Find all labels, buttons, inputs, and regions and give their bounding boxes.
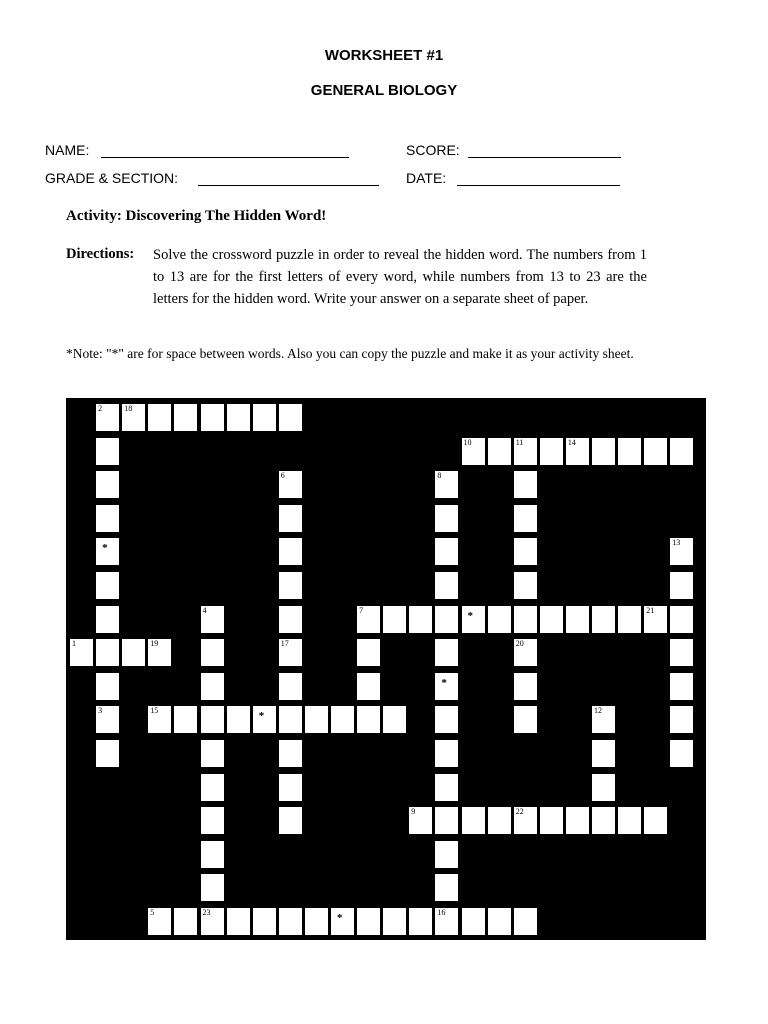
crossword-cell[interactable] — [279, 572, 302, 599]
name-line[interactable] — [101, 157, 349, 158]
crossword-cell[interactable] — [201, 706, 224, 733]
clue-number: 6 — [280, 471, 285, 481]
clue-number: 4 — [202, 605, 207, 615]
crossword-cell[interactable] — [279, 706, 302, 733]
clue-number: 8 — [437, 471, 442, 481]
crossword-cell[interactable] — [435, 505, 458, 532]
crossword-cell[interactable] — [618, 606, 641, 633]
crossword-cell[interactable] — [462, 908, 485, 935]
crossword-cell[interactable] — [514, 471, 537, 498]
space-marker: * — [441, 676, 447, 689]
crossword-cell[interactable] — [96, 572, 119, 599]
crossword-cell[interactable] — [514, 706, 537, 733]
crossword-cell[interactable] — [592, 706, 615, 733]
crossword-cell[interactable] — [357, 606, 380, 633]
crossword-cell[interactable] — [644, 606, 667, 633]
crossword-cell[interactable] — [279, 505, 302, 532]
clue-number: 20 — [515, 639, 524, 649]
crossword-cell[interactable] — [514, 538, 537, 565]
crossword-cell[interactable] — [435, 774, 458, 801]
clue-number: 17 — [280, 639, 289, 649]
clue-number: 1 — [72, 639, 76, 649]
crossword-cell[interactable] — [305, 706, 328, 733]
crossword-cell[interactable] — [670, 706, 693, 733]
clue-number: 2 — [98, 404, 103, 413]
crossword-cell[interactable] — [148, 908, 171, 935]
space-marker: * — [337, 912, 343, 924]
crossword-cell[interactable] — [644, 807, 667, 834]
crossword-cell[interactable] — [435, 572, 458, 599]
space-marker: * — [102, 542, 108, 555]
crossword-cell[interactable] — [488, 606, 511, 633]
activity-title: Activity: Discovering The Hidden Word! — [66, 208, 327, 224]
crossword-cell[interactable] — [279, 471, 302, 498]
crossword-cell[interactable] — [253, 706, 276, 733]
crossword-cell[interactable] — [201, 639, 224, 666]
crossword-cell[interactable] — [70, 639, 93, 666]
crossword-cell[interactable] — [96, 404, 119, 431]
crossword-cell[interactable] — [435, 706, 458, 733]
crossword-cell[interactable] — [514, 572, 537, 599]
crossword-cell[interactable] — [488, 438, 511, 465]
crossword-cell[interactable] — [96, 639, 119, 666]
crossword-cell[interactable] — [331, 706, 354, 733]
clue-number: 5 — [150, 908, 155, 917]
date-line[interactable] — [457, 185, 620, 186]
crossword-cell[interactable] — [435, 606, 458, 633]
crossword-cell[interactable] — [174, 404, 197, 431]
crossword-cell[interactable] — [670, 740, 693, 767]
crossword-cell[interactable] — [514, 639, 537, 666]
directions-text: Solve the crossword puzzle in order to reveal the hidden word. The numbers from 1 to 13 are for the first letters of every word, while numbers from 13 to 23 are the letters for the hidden word. Write your answer on a separate sheet of paper. — [153, 247, 647, 307]
crossword-cell[interactable] — [383, 706, 406, 733]
clue-number: 15 — [150, 706, 159, 716]
crossword-cell[interactable] — [279, 673, 302, 700]
score-line[interactable] — [468, 157, 621, 158]
crossword-cell[interactable] — [96, 673, 119, 700]
crossword-cell[interactable] — [96, 438, 119, 465]
crossword-cell[interactable] — [644, 438, 667, 465]
crossword-cell[interactable] — [462, 438, 485, 465]
crossword-cell[interactable] — [96, 538, 119, 565]
crossword-cell[interactable] — [540, 807, 563, 834]
crossword-cell[interactable] — [227, 706, 250, 733]
crossword-cell[interactable] — [174, 706, 197, 733]
grade-section-label: GRADE & SECTION: — [45, 170, 179, 186]
crossword-cell[interactable] — [279, 807, 302, 834]
clue-number: 22 — [515, 807, 524, 817]
crossword-cell[interactable] — [670, 538, 693, 565]
crossword-cell[interactable] — [435, 807, 458, 834]
crossword-cell[interactable] — [227, 404, 250, 431]
crossword-cell[interactable] — [279, 404, 302, 431]
clue-number: 7 — [359, 605, 364, 615]
crossword-cell[interactable] — [435, 538, 458, 565]
crossword-cell[interactable] — [253, 404, 276, 431]
crossword-cell[interactable] — [592, 438, 615, 465]
crossword-cell[interactable] — [201, 908, 224, 935]
crossword-cell[interactable] — [592, 807, 615, 834]
crossword-cell[interactable] — [96, 706, 119, 733]
crossword-cell[interactable] — [514, 673, 537, 700]
crossword-cell[interactable] — [96, 471, 119, 498]
crossword-cell[interactable] — [227, 908, 250, 935]
clue-number: 13 — [672, 538, 681, 548]
crossword-cell[interactable] — [279, 639, 302, 666]
clue-number: 11 — [515, 437, 524, 447]
clue-number: 19 — [150, 639, 159, 649]
crossword-cell[interactable] — [201, 673, 224, 700]
crossword-cell[interactable] — [462, 807, 485, 834]
clue-number: 14 — [567, 437, 576, 447]
crossword-cell[interactable] — [435, 673, 458, 700]
crossword-cell[interactable] — [670, 606, 693, 633]
space-marker: * — [467, 609, 473, 622]
crossword-cell[interactable] — [253, 908, 276, 935]
crossword-cell[interactable] — [618, 438, 641, 465]
crossword-cell[interactable] — [201, 774, 224, 801]
crossword-cell[interactable] — [670, 639, 693, 666]
crossword-cell[interactable] — [670, 572, 693, 599]
directions-label: Directions: — [66, 246, 135, 262]
crossword-cell[interactable] — [357, 639, 380, 666]
crossword-cell[interactable] — [566, 807, 589, 834]
note-text: *Note: "*" are for space between words. Also you can copy the puzzle and make it as your activity sheet. — [66, 346, 634, 361]
crossword-cell[interactable] — [201, 404, 224, 431]
space-marker: * — [258, 710, 265, 723]
crossword-cell[interactable] — [462, 606, 485, 633]
crossword-cell[interactable] — [201, 874, 224, 901]
crossword-cell[interactable] — [592, 774, 615, 801]
crossword-cell[interactable] — [331, 908, 354, 935]
crossword-cell[interactable] — [435, 874, 458, 901]
name-label: NAME: — [45, 142, 90, 158]
crossword-cell[interactable] — [201, 740, 224, 767]
crossword-cell[interactable] — [279, 908, 302, 935]
clue-number: 12 — [594, 706, 602, 716]
crossword-cell[interactable] — [383, 908, 406, 935]
crossword-cell[interactable] — [488, 807, 511, 834]
crossword-cell[interactable] — [409, 908, 432, 935]
crossword-cell[interactable] — [201, 606, 224, 633]
crossword-cell[interactable] — [566, 606, 589, 633]
date-label: DATE: — [406, 170, 447, 186]
clue-number: 9 — [411, 807, 416, 817]
crossword-cell[interactable] — [279, 740, 302, 767]
crossword-cell[interactable] — [122, 639, 145, 666]
worksheet-title: WORKSHEET #1 — [324, 47, 444, 64]
crossword-cell[interactable] — [514, 505, 537, 532]
crossword-cell[interactable] — [305, 908, 328, 935]
crossword-cell[interactable] — [383, 606, 406, 633]
crossword-cell[interactable] — [488, 908, 511, 935]
crossword-cell[interactable] — [279, 606, 302, 633]
crossword-cell[interactable] — [201, 807, 224, 834]
crossword-cell[interactable] — [201, 841, 224, 868]
score-label: SCORE: — [406, 142, 460, 158]
crossword-cell[interactable] — [357, 673, 380, 700]
crossword-cell[interactable] — [409, 606, 432, 633]
grade-section-line[interactable] — [198, 185, 379, 186]
crossword-cell[interactable] — [279, 774, 302, 801]
crossword-cell[interactable] — [670, 673, 693, 700]
crossword-cell[interactable] — [540, 606, 563, 633]
crossword-cell[interactable] — [148, 639, 171, 666]
crossword-cell[interactable] — [96, 505, 119, 532]
crossword-cell[interactable] — [435, 471, 458, 498]
crossword-cell[interactable] — [435, 908, 458, 935]
crossword-cell[interactable] — [409, 807, 432, 834]
crossword-cell[interactable] — [592, 740, 615, 767]
clue-number: 21 — [646, 605, 655, 615]
crossword-cell[interactable] — [148, 706, 171, 733]
crossword-cell[interactable] — [514, 606, 537, 633]
crossword-cell[interactable] — [122, 404, 145, 431]
crossword-cell[interactable] — [670, 438, 693, 465]
crossword-cell[interactable] — [540, 438, 563, 465]
crossword-cell[interactable] — [514, 908, 537, 935]
crossword-cell[interactable] — [279, 538, 302, 565]
crossword-cell[interactable] — [96, 740, 119, 767]
crossword-cell[interactable] — [514, 438, 537, 465]
crossword-cell[interactable] — [566, 438, 589, 465]
crossword-cell[interactable] — [435, 639, 458, 666]
crossword-cell[interactable] — [357, 908, 380, 935]
crossword-cell[interactable] — [174, 908, 197, 935]
crossword-cell[interactable] — [435, 740, 458, 767]
crossword-cell[interactable] — [148, 404, 171, 431]
crossword-cell[interactable] — [618, 807, 641, 834]
clue-number: 16 — [437, 908, 446, 917]
crossword-cell[interactable] — [514, 807, 537, 834]
crossword-cell[interactable] — [96, 606, 119, 633]
crossword-grid — [66, 398, 706, 940]
crossword-cell[interactable] — [435, 841, 458, 868]
clue-number: 10 — [463, 437, 472, 447]
worksheet-subtitle: GENERAL BIOLOGY — [310, 82, 458, 99]
crossword-cell[interactable] — [357, 706, 380, 733]
clue-number: 23 — [202, 908, 211, 917]
crossword-cell[interactable] — [592, 606, 615, 633]
clue-number: 18 — [124, 404, 133, 413]
clue-number: 3 — [98, 706, 103, 716]
